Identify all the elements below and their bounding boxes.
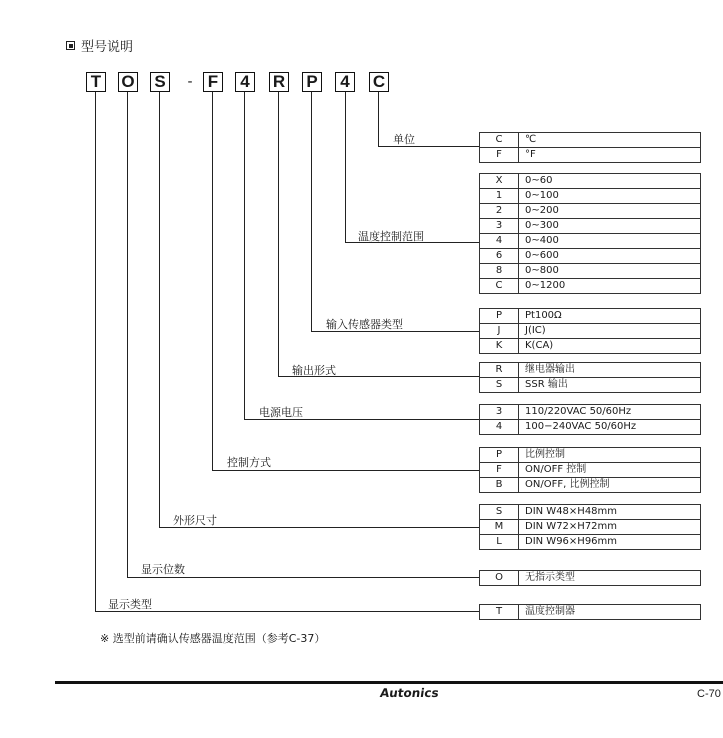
- options-table-output: [479, 362, 701, 393]
- options-table-sensor: [479, 308, 701, 354]
- option-code: C: [480, 133, 519, 148]
- option-text: 无指示类型: [519, 571, 701, 586]
- options-table-display: [479, 604, 701, 620]
- code-char-display-digits: O: [118, 72, 138, 92]
- option-code: F: [480, 463, 519, 478]
- table-row: [480, 605, 701, 620]
- option-code: 1: [480, 189, 519, 204]
- option-text: 0~1200: [519, 279, 701, 294]
- code-char-display-type: T: [86, 72, 106, 92]
- option-code: 4: [480, 420, 519, 435]
- table-row: [480, 505, 701, 520]
- option-code: X: [480, 174, 519, 189]
- option-text: 100−240VAC 50/60Hz: [519, 420, 701, 435]
- option-code: 8: [480, 264, 519, 279]
- table-row: [480, 571, 701, 586]
- leader-h-display: [95, 611, 479, 612]
- options-table-range: [479, 173, 701, 294]
- option-code: 3: [480, 405, 519, 420]
- code-char-range: 4: [335, 72, 355, 92]
- section-title: 型号说明: [81, 40, 134, 55]
- label-display-type: 显示类型: [108, 598, 152, 611]
- option-code: B: [480, 478, 519, 493]
- leader-line-unit: [378, 92, 379, 147]
- label-display-digits: 显示位数: [141, 563, 185, 576]
- code-char-size: S: [150, 72, 170, 92]
- section-heading: [66, 36, 133, 55]
- leader-line-display: [95, 92, 96, 612]
- option-text: 温度控制器: [519, 605, 701, 620]
- table-row: [480, 463, 701, 478]
- option-code: O: [480, 571, 519, 586]
- leader-h-digits: [127, 577, 479, 578]
- options-table-power: [479, 404, 701, 435]
- option-text: 0~200: [519, 204, 701, 219]
- table-row: [480, 148, 701, 163]
- table-row: [480, 204, 701, 219]
- code-char-output: R: [269, 72, 289, 92]
- option-text: 0~100: [519, 189, 701, 204]
- label-input-sensor: 输入传感器类型: [326, 318, 403, 331]
- table-row: [480, 448, 701, 463]
- options-table-size: [479, 504, 701, 550]
- table-row: [480, 219, 701, 234]
- option-text: J(IC): [519, 324, 701, 339]
- label-power-voltage: 电源电压: [259, 406, 303, 419]
- option-code: 4: [480, 234, 519, 249]
- footer-rule: [55, 681, 723, 684]
- option-text: 0~60: [519, 174, 701, 189]
- option-text: ON/OFF 控制: [519, 463, 701, 478]
- leader-line-size: [159, 92, 160, 528]
- table-row: [480, 478, 701, 493]
- leader-line-digits: [127, 92, 128, 578]
- option-code: 3: [480, 219, 519, 234]
- label-size: 外形尺寸: [173, 514, 217, 527]
- leader-line-power: [244, 92, 245, 420]
- options-table-unit: [479, 132, 701, 163]
- option-code: 6: [480, 249, 519, 264]
- table-row: [480, 520, 701, 535]
- option-code: R: [480, 363, 519, 378]
- option-text: 0~600: [519, 249, 701, 264]
- code-char-power: 4: [235, 72, 255, 92]
- option-text: SSR 输出: [519, 378, 701, 393]
- option-code: C: [480, 279, 519, 294]
- option-text: DIN W72×H72mm: [519, 520, 701, 535]
- table-row: [480, 234, 701, 249]
- table-row: [480, 363, 701, 378]
- option-text: 比例控制: [519, 448, 701, 463]
- code-char-control-method: F: [203, 72, 223, 92]
- leader-line-sensor: [311, 92, 312, 332]
- option-code: S: [480, 505, 519, 520]
- option-text: 继电器输出: [519, 363, 701, 378]
- table-row: [480, 133, 701, 148]
- option-text: °F: [519, 148, 701, 163]
- table-row: [480, 174, 701, 189]
- leader-line-output: [278, 92, 279, 377]
- table-row: [480, 324, 701, 339]
- option-code: 2: [480, 204, 519, 219]
- table-row: [480, 535, 701, 550]
- table-row: [480, 249, 701, 264]
- option-code: K: [480, 339, 519, 354]
- option-text: ℃: [519, 133, 701, 148]
- options-table-digits: [479, 570, 701, 586]
- table-row: [480, 339, 701, 354]
- option-text: 110/220VAC 50/60Hz: [519, 405, 701, 420]
- table-row: [480, 309, 701, 324]
- square-bullet-icon: [66, 41, 75, 50]
- table-row: [480, 264, 701, 279]
- table-row: [480, 279, 701, 294]
- page-number: C-70: [697, 688, 721, 700]
- option-text: ON/OFF, 比例控制: [519, 478, 701, 493]
- table-row: [480, 378, 701, 393]
- table-row: [480, 189, 701, 204]
- code-char-unit: C: [369, 72, 389, 92]
- label-unit: 单位: [393, 133, 415, 146]
- selection-note: ※ 选型前请确认传感器温度范围（参考C-37）: [100, 632, 326, 645]
- brand-logo: Autonics: [379, 686, 440, 700]
- option-code: S: [480, 378, 519, 393]
- option-code: P: [480, 309, 519, 324]
- label-control-method: 控制方式: [227, 456, 271, 469]
- option-text: DIN W96×H96mm: [519, 535, 701, 550]
- option-code: J: [480, 324, 519, 339]
- label-temp-range: 温度控制范围: [358, 230, 424, 243]
- option-code: P: [480, 448, 519, 463]
- leader-line-control: [212, 92, 213, 471]
- table-row: [480, 420, 701, 435]
- leader-h-control: [212, 470, 479, 471]
- option-text: Pt100Ω: [519, 309, 701, 324]
- code-dash: -: [187, 74, 193, 90]
- option-code: T: [480, 605, 519, 620]
- code-char-sensor: P: [302, 72, 322, 92]
- option-text: DIN W48×H48mm: [519, 505, 701, 520]
- table-row: [480, 405, 701, 420]
- leader-line-range: [345, 92, 346, 243]
- option-text: 0~400: [519, 234, 701, 249]
- option-text: 0~800: [519, 264, 701, 279]
- options-table-control: [479, 447, 701, 493]
- option-text: K(CA): [519, 339, 701, 354]
- option-code: L: [480, 535, 519, 550]
- option-code: F: [480, 148, 519, 163]
- option-code: M: [480, 520, 519, 535]
- label-output-type: 输出形式: [292, 364, 336, 377]
- option-text: 0~300: [519, 219, 701, 234]
